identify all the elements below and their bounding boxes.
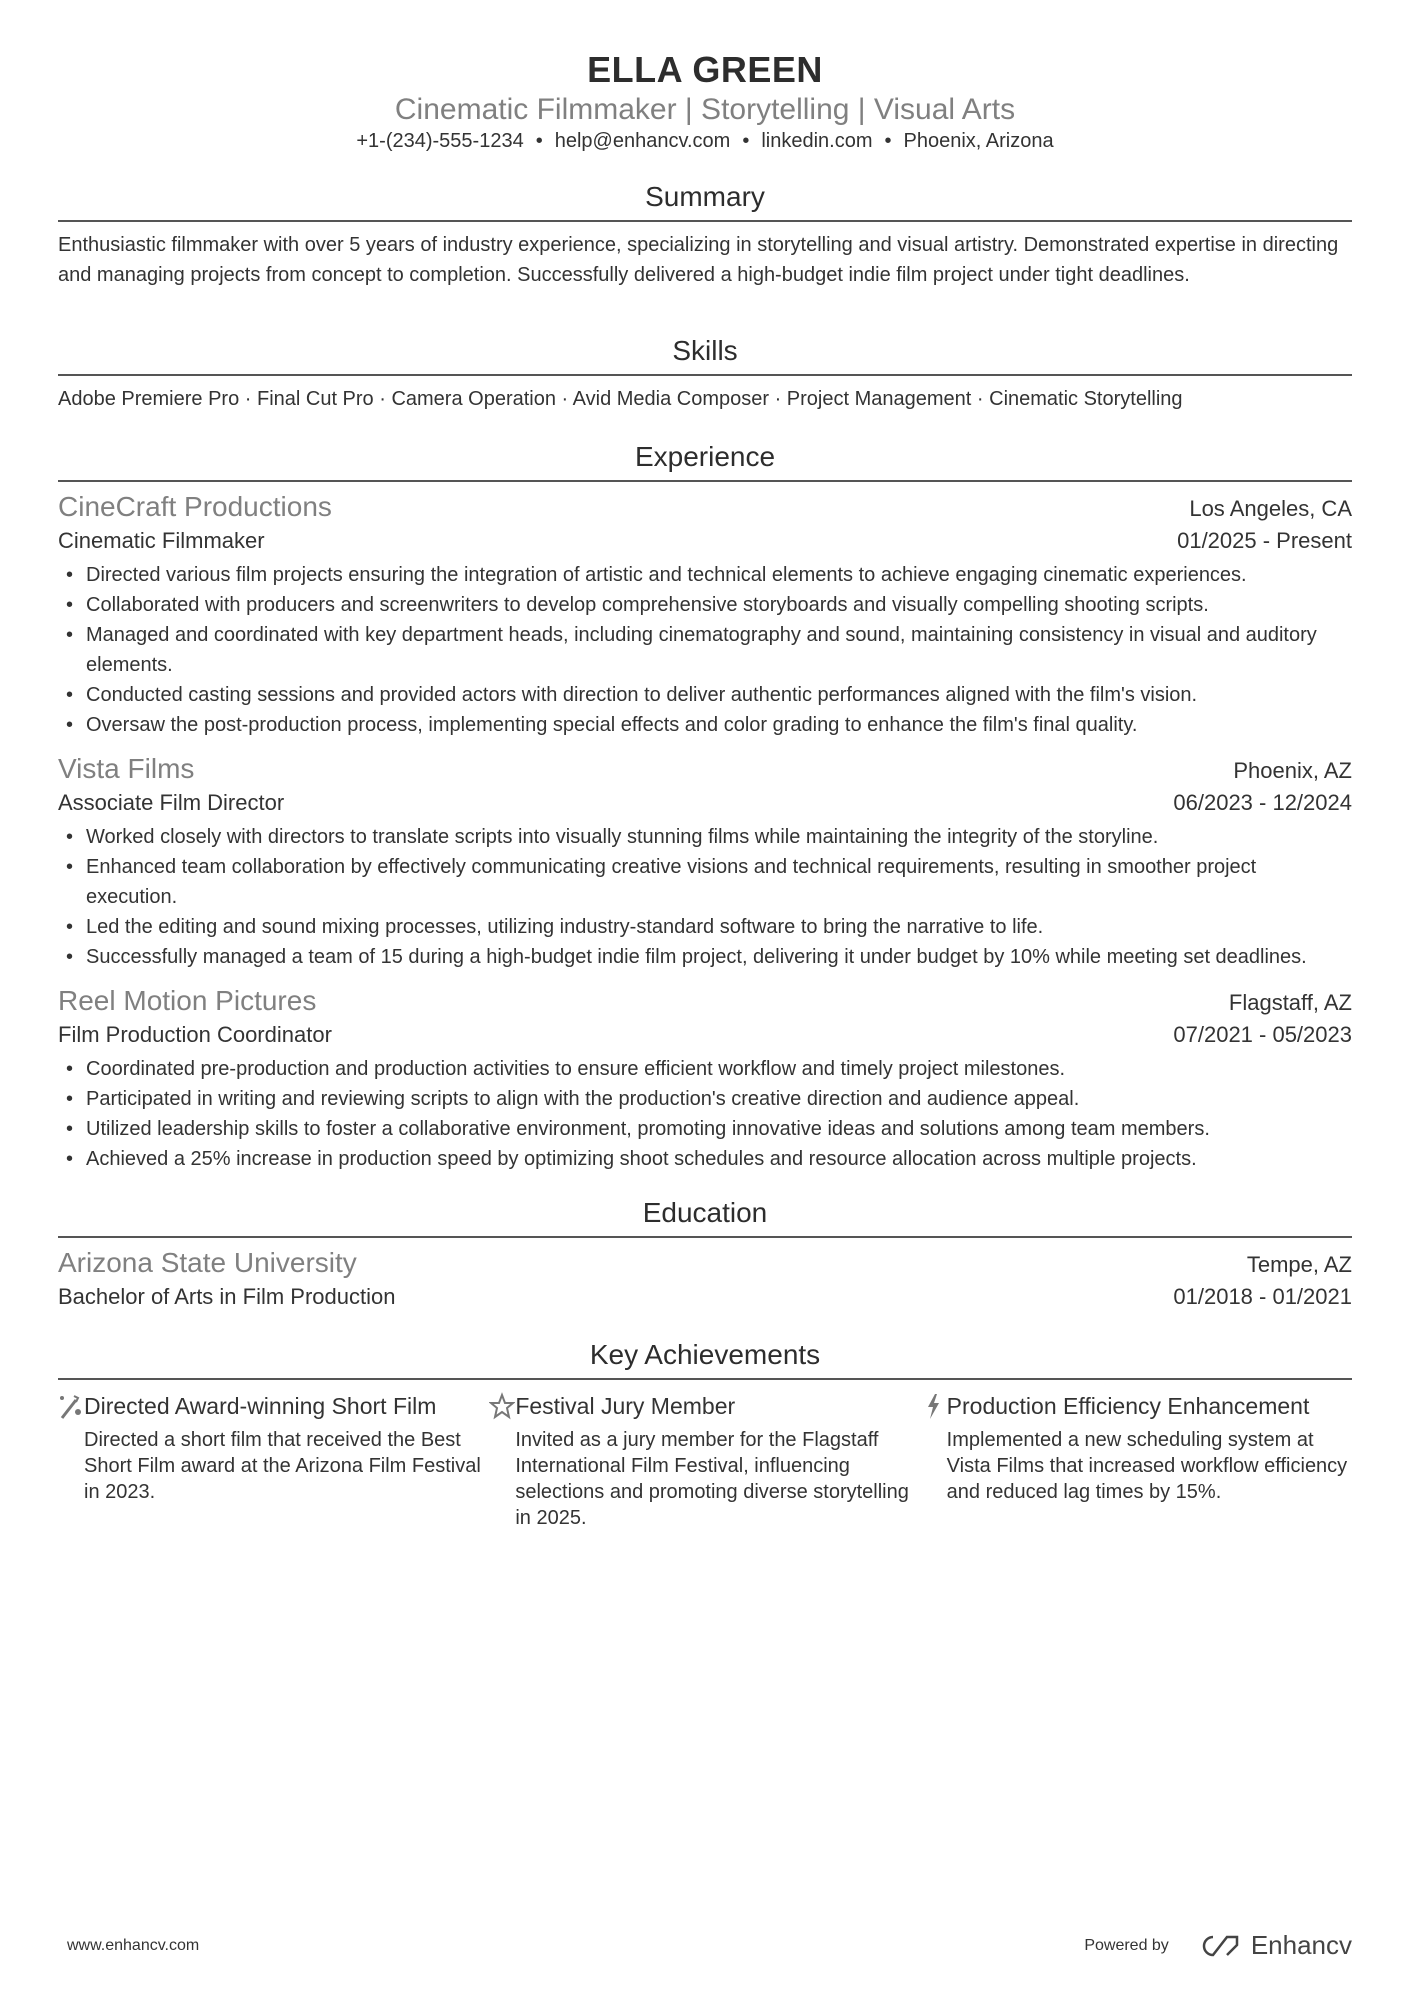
- bullet-item: • Achieved a 25% increase in production speed by optimizing shoot schedules and resource allocation across multiple projects.: [58, 1144, 1352, 1174]
- section-heading: Experience: [634, 441, 776, 472]
- section-heading: Summary: [645, 181, 765, 212]
- job-entry: [58, 490, 1352, 740]
- job-header: [58, 984, 1352, 1018]
- enhancv-logo: [1197, 1930, 1352, 1961]
- bullet-item: • Conducted casting sessions and provided actors with direction to deliver authentic performances aligned with the film's vision.: [58, 680, 1352, 710]
- bullet-item: • Enhanced team collaboration by effectively communicating creative visions and technical requirements, resulting in smoother project execution.: [58, 852, 1352, 912]
- school-name: Arizona State University: [58, 1247, 357, 1278]
- divider: [58, 220, 1352, 222]
- bullet-item: • Worked closely with directors to translate scripts into visually stunning films while maintaining the integrity of the storyline.: [58, 822, 1352, 852]
- candidate-name: ELLA GREEN: [587, 49, 823, 90]
- job-entry: [58, 752, 1352, 972]
- divider: [58, 1236, 1352, 1238]
- divider: [58, 480, 1352, 482]
- achievement-description: Directed a short film that received the Best Short Film award at the Arizona Film Festival in 2023.: [84, 1429, 481, 1503]
- phone: +1-(234)-555-1234: [356, 130, 524, 152]
- summary-section: [58, 180, 1352, 290]
- linkedin[interactable]: linkedin.com: [761, 130, 873, 152]
- experience-section: [58, 440, 1352, 1174]
- skills-section: [58, 334, 1352, 414]
- magic-wand-icon: [58, 1392, 84, 1531]
- job-bullets: [58, 560, 1352, 740]
- achievement-item: [58, 1392, 489, 1531]
- job-title: Cinematic Filmmaker: [58, 528, 265, 553]
- education-dates: 01/2018 - 01/2021: [1173, 1284, 1352, 1309]
- divider: [58, 374, 1352, 376]
- brand-name: Enhancv: [1250, 1930, 1352, 1960]
- bullet-item: • Directed various film projects ensuring the integration of artistic and technical elements to achieve engaging cinematic experiences.: [58, 560, 1352, 590]
- job-title: Film Production Coordinator: [58, 1022, 332, 1047]
- bullet-item: • Successfully managed a team of 15 during a high-budget indie film project, delivering it under budget by 10% while meeting set deadlines.: [58, 942, 1352, 972]
- divider: [58, 1378, 1352, 1380]
- bullet-item: • Oversaw the post-production process, implementing special effects and color grading to enhance the film's final quality.: [58, 710, 1352, 740]
- achievement-item: [489, 1392, 920, 1531]
- job-bullets: [58, 1054, 1352, 1174]
- powered-by: [1084, 1930, 1352, 1961]
- powered-by-label: Powered by: [1084, 1936, 1169, 1954]
- job-location: Phoenix, AZ: [1233, 758, 1352, 783]
- footer-website[interactable]: www.enhancv.com: [67, 1936, 200, 1954]
- achievement-description: Implemented a new scheduling system at Vista Films that increased workflow efficiency and reduced lag times by 15%.: [946, 1429, 1348, 1503]
- skills-list: Adobe Premiere Pro · Final Cut Pro · Camera Operation · Avid Media Composer · Project Management · Cinematic Storytelling: [58, 388, 1183, 410]
- job-entry: [58, 984, 1352, 1174]
- achievement-item: [921, 1392, 1352, 1531]
- education-section: [58, 1196, 1352, 1314]
- job-role-row: [58, 786, 1352, 820]
- star-icon: [489, 1392, 515, 1531]
- email[interactable]: help@enhancv.com: [554, 130, 731, 152]
- school-location: Tempe, AZ: [1246, 1252, 1352, 1277]
- achievements-section: [58, 1338, 1352, 1531]
- section-heading: Skills: [672, 335, 738, 366]
- job-header: [58, 490, 1352, 524]
- job-bullets: [58, 822, 1352, 972]
- bullet-item: • Participated in writing and reviewing scripts to align with the production's creative direction and audience appeal.: [58, 1084, 1352, 1114]
- bullet-item: • Coordinated pre-production and production activities to ensure efficient workflow and timely project milestones.: [58, 1054, 1352, 1084]
- bullet-item: • Utilized leadership skills to foster a collaborative environment, promoting innovative ideas and solutions among team members.: [58, 1114, 1352, 1144]
- job-dates: 07/2021 - 05/2023: [1173, 1022, 1352, 1047]
- job-dates: 01/2025 - Present: [1177, 528, 1352, 553]
- job-role-row: [58, 524, 1352, 558]
- enhancv-logo-icon: [1197, 1933, 1241, 1959]
- education-details: [58, 1280, 1352, 1314]
- achievement-description: Invited as a jury member for the Flagstaff International Film Festival, influencing selections and promoting diverse storytelling in 2025.: [515, 1429, 909, 1529]
- job-dates: 06/2023 - 12/2024: [1173, 790, 1352, 815]
- education-entry: [58, 1246, 1352, 1280]
- bullet-item: • Collaborated with producers and screenwriters to develop comprehensive storyboards and visually compelling shooting scripts.: [58, 590, 1352, 620]
- achievement-title: Directed Award-winning Short Film: [84, 1393, 437, 1419]
- job-header: [58, 752, 1352, 786]
- section-heading: Key Achievements: [589, 1339, 821, 1370]
- bullet-item: • Managed and coordinated with key department heads, including cinematography and sound, maintaining consistency in visual and auditory elements.: [58, 620, 1352, 680]
- location: Phoenix, Arizona: [903, 130, 1054, 152]
- job-title: Associate Film Director: [58, 790, 285, 815]
- bullet-item: • Led the editing and sound mixing processes, utilizing industry-standard software to bring the narrative to life.: [58, 912, 1352, 942]
- achievement-title: Production Efficiency Enhancement: [946, 1393, 1310, 1419]
- degree: Bachelor of Arts in Film Production: [58, 1284, 396, 1309]
- contact-info: +1-(234)-555-1234 • help@enhancv.com • linkedin.com • Phoenix, Arizona: [356, 130, 1054, 152]
- company-name: Reel Motion Pictures: [58, 985, 317, 1016]
- company-name: Vista Films: [58, 753, 195, 784]
- resume-header: [58, 50, 1352, 154]
- achievement-title: Festival Jury Member: [515, 1393, 736, 1419]
- job-location: Flagstaff, AZ: [1228, 990, 1352, 1015]
- company-name: CineCraft Productions: [58, 491, 332, 522]
- summary-text: Enthusiastic filmmaker with over 5 years of industry experience, specializing in storytelling and visual artistry. Demonstrated expertise in directing and managing projects from concept to completion. Successfully delivered a high-budget indie film project under tight deadlines.: [58, 234, 1339, 286]
- section-heading: Education: [642, 1197, 768, 1228]
- job-role-row: [58, 1018, 1352, 1052]
- candidate-title: Cinematic Filmmaker | Storytelling | Visual Arts: [394, 93, 1016, 126]
- footer: [67, 1930, 1352, 1961]
- job-location: Los Angeles, CA: [1189, 496, 1352, 521]
- resume: [58, 0, 1352, 1531]
- lightning-icon: [921, 1392, 947, 1531]
